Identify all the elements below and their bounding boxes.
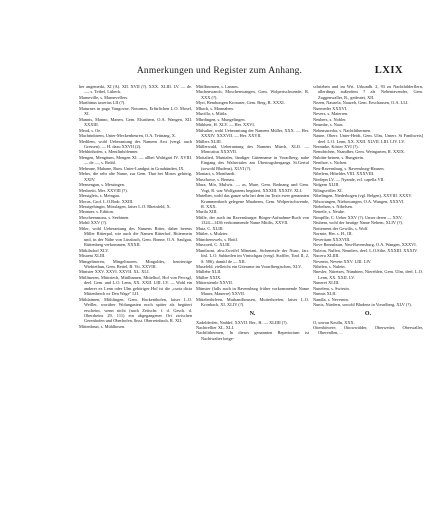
page-header	[0, 66, 439, 80]
index-entry: Mura, Mör, Mulwis. — as, Mure, Gem. Bodnang und Gem. Vogt, R. war Wolfgartens begütert, XXXIII. XXXIV. XLI.	[196, 182, 309, 193]
index-entry: Nenetle, s. Neuhe.	[313, 209, 345, 215]
index-entry: Myrt, Bembongen Krossner, Gem. Berg, R. XXXI.	[196, 100, 285, 106]
index-entry: Niebelsen, s. Nibelsen.	[313, 203, 353, 209]
index-entry: Nandla, s. Nevernin.	[313, 296, 349, 302]
index-entry: Messigleis, s. Meingau.	[79, 193, 121, 199]
index-entry: Marneville, s. Marnevellers.	[79, 94, 129, 100]
index-entry: Mittelerthrleen, Muthandhousen, Mutterhoefen, laiser L.O. Kronbach, XI. XLIV (?).	[196, 296, 309, 308]
index-entry: Mottalied, Muntales, ländiger Gütenname in Vorarlberg, nahe Eingang des Walsertales am Übertragsbergangs St.Gertul (sowohl Bludenz), XLVI (?).	[196, 154, 309, 171]
index-entry: Nuemeder XXXVI.	[313, 105, 348, 111]
index-entry: Mutz, C. XLIII.	[196, 225, 224, 231]
index-entry: Nermnke, Köster XVI (?).	[313, 143, 359, 149]
index-entry: Mengen, Mengüum, Mengen XI. — allbei Walrigari IV. XVIII. — de —, s. Brühl.	[79, 154, 192, 166]
index-entry: Mehhinhofen, s. Mentlinhöfenner.	[79, 149, 139, 155]
index-entry: Nachtrellier XL. XLI.	[196, 325, 235, 331]
index-entry: Mocas, Grof. L.O.Bodr. XXIII.	[79, 198, 134, 204]
index-entry: Meheane, Mahane, Rum. Unter-Landgut in Graubünden, IX.	[79, 165, 185, 171]
index-entry: Nevers, s. Materren.	[313, 111, 349, 117]
index-entry: Mitkilsdorf XLV.	[79, 247, 109, 253]
index-entry: Mitlle, der auch im Ravensburger Bürger-Aufnahme-Buch von 1324—1436 verkommende Name Mitilis, XXVII.	[196, 214, 309, 226]
index-entry: Maturnes in pago Vangovae, Noturnes, Erfürlichen L.O. Mosel, XI.	[79, 105, 192, 117]
index-entry: Muvilla, s. Mittla.	[196, 111, 228, 117]
index-entry: Niedepn LV. — Nyande, ecl. capella VII.	[313, 176, 385, 182]
index-entry: Nevertiam XXXVIII.	[313, 236, 351, 242]
index-entry: O, unvon Keulln, XXX.	[313, 319, 355, 325]
index-entry: Naune, Oberr. Unter-Heidt, Gem. Ulm, Unterr. St Fanthweis] deel. L.O. Lenn, XX. XXII. XLVII. LIII. LIV. LV.	[313, 133, 423, 144]
index-entry: Mbrdingen, s. Mungelingen.	[196, 116, 246, 122]
index-entry: Normte, Her. s. H., III.	[313, 231, 353, 237]
index-column-3	[313, 84, 423, 336]
index-entry: Montari, s. Monthardt.	[196, 171, 236, 177]
index-entry: Xadelderfen, Naddef, XXVII. Ber., H. — XLIIII (?).	[196, 319, 288, 325]
index-entry: Nunelem, s. Swiesin.	[313, 285, 350, 291]
index-entry: Nubitin-heinen, s. Bungstein.	[313, 154, 365, 160]
index-entry: Mitllineren, Mitttriech, Mittlhamen, Mittelhof, Hof von Percsgl, deel. Gem. und L.O. Lenn, XX. XXII. LIII. LV. — Wohl ein anderer ex Lenn oder Ulm gehöriger Hof ist die „curia dicta Mittenberch ex Den Wage" LII.	[79, 274, 192, 297]
index-entry: Müllehe XLII.	[196, 269, 222, 275]
index-entry: Nibowangen, Niebowangen, O.A. Wangen, XXXVI.	[313, 198, 405, 204]
index-entry: Mütler, s. Mulzter.	[196, 231, 229, 237]
index-entry: Neu-Ravensburg, s. Ravensburg-Hausen.	[313, 165, 385, 171]
section-letter: O.	[364, 310, 372, 317]
index-entry: Musefeld, vielleicht ein Giterame im Vorarlbergischen, XLV.	[196, 263, 302, 269]
index-entry: Nilingsvöller XI.	[313, 187, 343, 193]
index-entry: Moscheenmons, s. Seebinen.	[79, 214, 130, 220]
index-entry: Nibelem, Hibeldes VIII. XXXVIII.	[313, 171, 375, 177]
index-entry: Nunnis XLII.	[313, 291, 337, 297]
index-entry: Ottenhöwere, Ottowwälder, Oberweiter, Oberwaller, Oberenllen, ...	[313, 325, 423, 336]
index-entry: Nuneret XLIII.	[313, 280, 340, 286]
index-entry: Nevenin, Nevein XXV. LIII. LIV.	[313, 258, 372, 264]
index-entry: Mimgelinoren, Mingelinoren, Mingoldes, henriertige Wiebiethun, Gem. Reitel, B. Vit. XXVIII.	[79, 258, 192, 269]
index-entry: Nibelingen, Niederbogen (vgl. Belgen), XXVIII. XXXV.	[313, 193, 413, 199]
index-entry: Nuleon, Nullen, Neunlers, deel. L.O.Silte, XXXIII. XXXIV.	[313, 247, 418, 253]
section-letter: N.	[249, 310, 256, 317]
index-entry: Mittenbrun, s. Mühlhosen.	[79, 323, 126, 329]
index-entry: Nunis, Nürdern, sowohl Bludenz in Vorarlberg, XLV (?).	[313, 302, 412, 308]
index-entry: Mülsalter, wohl Ueberantung der Namens Müller, XXX. — Her. XXXIV. XXXVII. — Her. XXVII.	[196, 127, 309, 139]
index-entry: Neubers, s. Nobler.	[313, 116, 347, 122]
running-title: Anmerkungen und Register zum Anhang.	[136, 66, 303, 76]
index-entry: Muschowe, s. Bernau.	[196, 176, 235, 182]
index-entry: Nimpflle, C. Ueber XXV (?). Unser deren — XXV.	[313, 214, 403, 220]
index-entry: Nezen, Nauzela, Nauzeh, Gem. Eeschausen, O.A. LLI.	[313, 100, 409, 106]
index-entry: Nihelen, s. Nuletn.	[313, 263, 346, 269]
index-entry: Misaeni XLIII.	[79, 253, 106, 259]
page-number: LXIX	[374, 65, 403, 76]
index-entry: Machtinbirem, Unter-Meckenbeuren, O.A. Tettnang, X.	[79, 133, 176, 139]
index-entry: Mutelber, wohl das ganze sehr hei dem im Texts ewer genannten Krummenbach gelegene Mauberm, Gem. Wolpertschwende, R. XXX.	[196, 193, 309, 209]
index-entry: Münster (falls auch in Ravensburg früher vorkommende Name Mauer, Mauerre) XXVII.	[196, 285, 309, 297]
index-column-2	[196, 84, 309, 341]
index-entry: Mbach, s. Monnaben.	[196, 105, 234, 111]
index-entry: Muscoetl, C. XLIII.	[196, 242, 231, 248]
index-entry: schrieben und im Wrt. Urkundb. 2, 93 zu Nachthilderflern, allerdings außerdem ? als Nehentavender, Gem. Zuggenwaller, R., gedeutet, XII.	[313, 84, 423, 100]
index-entry: her angemerkt, XI (A). XII. XVII (?). XXX. XLIII. LV. — de. —, s. Teibel, Lübeck.	[79, 84, 192, 95]
index-column-1	[79, 84, 192, 329]
index-entry: Mehrs, die sehr alte Name, zur Gem. Thai bei Moses gehörig, XXIV.	[79, 171, 192, 182]
index-entry: Meod, s. Oe.	[79, 127, 102, 133]
index-entry: Mühlsetr, H. XLV. — Her. XXVI.	[196, 122, 255, 128]
index-entry: Muchenwanch, Moschenwangen, Gem. Wolpertschwende, R. XXX (?).	[196, 89, 309, 100]
index-entry: Nenthoe, s. Nichen.	[313, 160, 348, 166]
index-entry: Marthinus taxerius LII (?).	[79, 100, 126, 106]
index-entry: Nebensuredor, s. Nachtlithermen.	[313, 127, 372, 133]
index-entry: Mobil XXV (?).	[79, 220, 108, 226]
index-entry: Meanaer, s. Edition.	[79, 209, 114, 215]
index-entry: Mannis, Manno, Manen, Gem. Elsashern, O.A. Wangen, XII. XXXIII.	[79, 116, 192, 128]
index-entry: Neumhe, s. Naas.	[313, 122, 344, 128]
index-entry: Nnesler, Nüretses, Nümbten, Nierehlen, Gem. Ulm, deel. L.O. Lenn, XX. XXII. LV.	[313, 269, 423, 280]
index-entry: Mithlaimen, Mithlingen, Gem. Hackenthofen, laiser L.O. Weiller, worüber Wolangasten noch später als begütert erscheint, wenn nicht (nach Zeitschr. f. d. Gesch. d. Oberrheins 29, 111) ein abgegangener Ort zwischen Gerenhofen und Oberhofen, lbsst. Oberreinbach, R. XII.	[79, 296, 192, 324]
index-entry: Muntlaont, abw.Zweifel Mineiani, Sichenetzle der Nunc, farr. lösl. L.O. Subketlen im Vintschgau (vergl. Staffler, Tirol II, 2, S. 586), damitl de — XII.	[196, 247, 309, 264]
index-entry: Mittlbrunnen, s. Lannos.	[196, 84, 239, 89]
index-entry: Nove Rennsburn, Neu-Ravensburg, O.A. Wangen, XXXVI.	[313, 242, 417, 248]
index-entry: Nottenrent der Gewilis, s. Wolf.	[313, 225, 369, 231]
index-entry: Nachtlithermen, In dieses genannten Repertorium ist Nachtwalter beige-	[196, 330, 309, 341]
index-entry: Medilem, wohl Ueberantung des Namens Arct (vergl. auch Gressen). — H. dazu XXVII (2).	[79, 138, 192, 149]
index-entry: Müllerwald, Ueberantung des Namens Mürch, XLII. — Moncatius XXXVII.	[196, 143, 309, 155]
index-entry: Nidgern XLIII.	[313, 182, 340, 188]
index-entry: Mensengan, s. Messingen.	[79, 182, 125, 188]
index-entry: Miler, wohl Ueberantung des Namens Ritter, daher bereus Miller Ritterpal, wie auch die Namen Ritterhof, Rittermein und, in der Nähe von Lüssbach, Gem. Bonne, O.A. Saulgau, Rüttenberg verkommen, XXXII.	[79, 225, 192, 248]
index-entry: Niuhem, wohl der heutige Name Nehem, XLIV (?).	[313, 220, 403, 226]
index-entry: Nuceru XLIIII.	[313, 253, 340, 259]
index-entry: Müllee XXIX.	[196, 274, 222, 280]
index-entry: Minister XXV. XXVI. XXVII. XL. XLI.	[79, 269, 150, 275]
index-entry: Mittersternle XXVII.	[196, 280, 233, 286]
index-entry: Mesbreitt, Mer. XXVIII (?).	[79, 187, 128, 193]
index-entry: Messigehingin, Mösslagen, laiser L.O. Rheinfeld, X.	[79, 203, 171, 209]
index-entry: Münchenswels, s. Boitl.	[196, 236, 238, 242]
index-entry: Nemdrichen, Nsandber, Gem. Weingarten, R. XXIX.	[313, 149, 405, 155]
index-entry: Murila XIII.	[196, 209, 218, 215]
index-entry: Müllers XLIII.	[196, 138, 222, 144]
